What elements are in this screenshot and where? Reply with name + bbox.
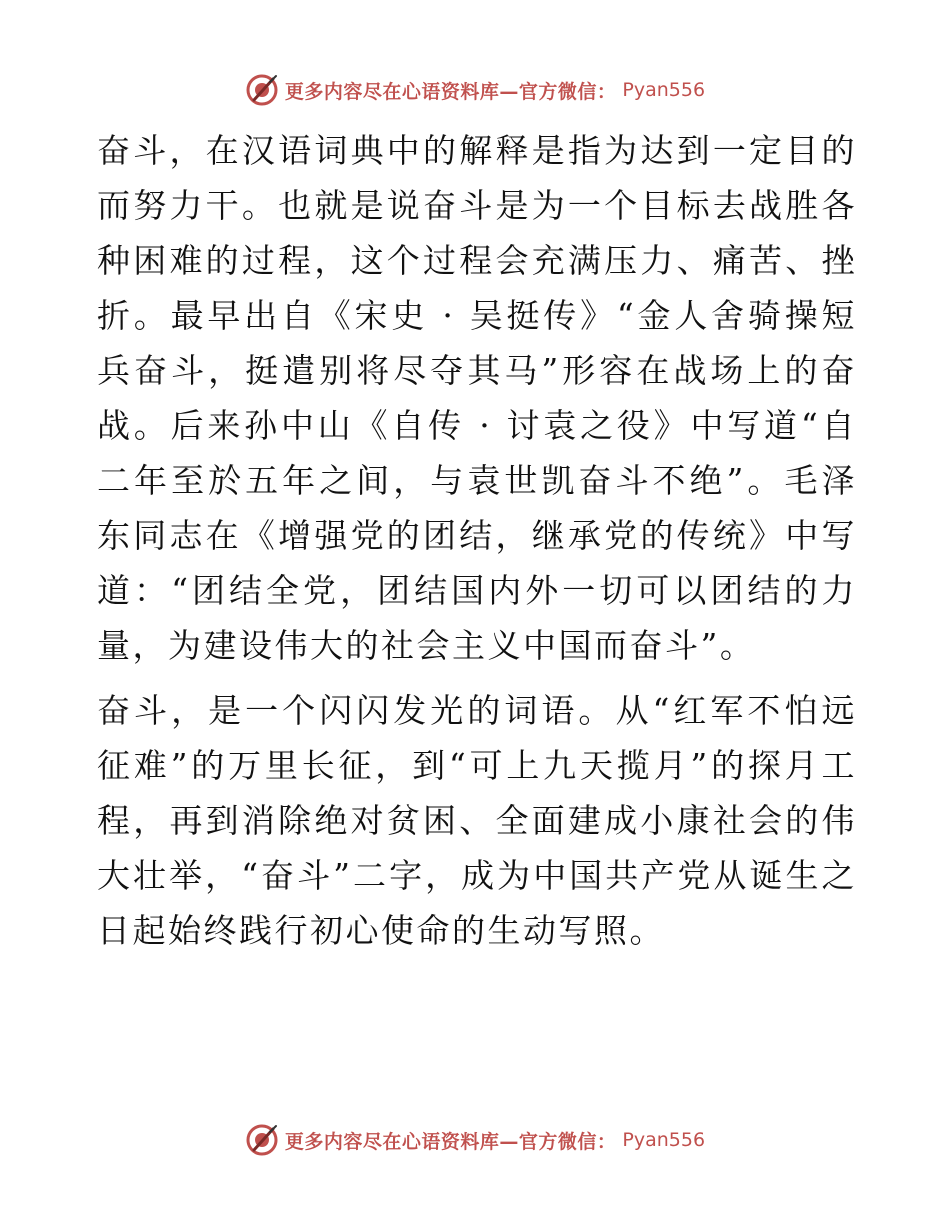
header-account: Pyan556 bbox=[622, 79, 706, 101]
header-slogan: 更多内容尽在心语资料库—官方微信： bbox=[284, 80, 617, 103]
paragraph-1: 奋斗，在汉语词典中的解释是指为达到一定目的而努力干。也就是说奋斗是为一个目标去战胜各种困难的过程，这个过程会充满压力、痛苦、挫折。最早出自《宋史 · 吴挺传》“金人舍骑操短兵奋斗，挺遣别将尽夺其马”形容在战场上的奋战。后来孙中山《自传 · 讨袁之役》中写道“自二年至於五年之间，与袁世凯奋斗不绝”。毛泽东同志在《增强党的团结，继承党的传统》中写道：“团结全党，团结国内外一切可以团结的力量，为建设伟大的社会主义中国而奋斗”。 bbox=[97, 131, 857, 665]
footer-slogan: 更多内容尽在心语资料库—官方微信： bbox=[284, 1130, 617, 1153]
header-banner bbox=[0, 70, 950, 110]
document-body bbox=[97, 123, 857, 958]
footer-account: Pyan556 bbox=[622, 1129, 706, 1151]
footer-banner bbox=[0, 1120, 950, 1160]
paragraph-2: 奋斗，是一个闪闪发光的词语。从“红军不怕远征难”的万里长征，到“可上九天揽月”的探月工程，再到消除绝对贫困、全面建成小康社会的伟大壮举，“奋斗”二字，成为中国共产党从诞生之日起始终践行初心使命的生动写照。 bbox=[97, 691, 857, 950]
brush-logo-icon bbox=[245, 1123, 279, 1157]
brush-logo-icon bbox=[245, 73, 279, 107]
